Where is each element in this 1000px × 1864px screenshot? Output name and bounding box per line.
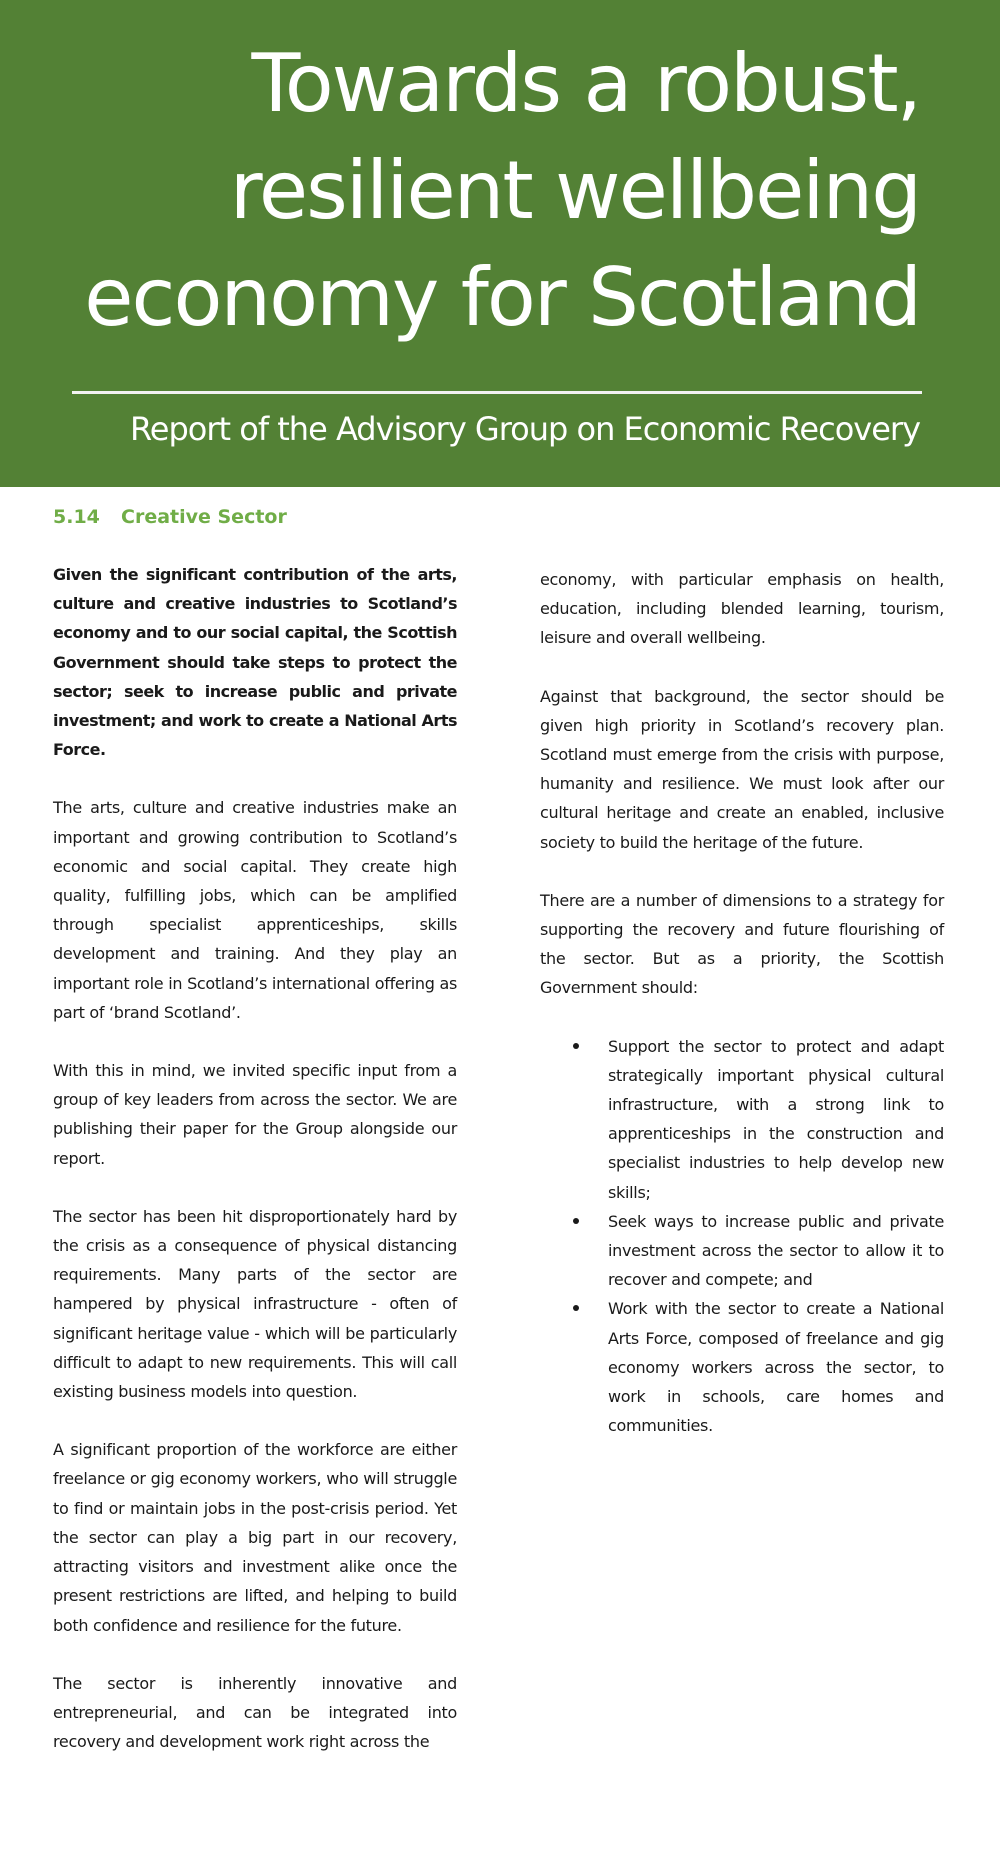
body-paragraph: The arts, culture and creative industries make an important and growing contribution to Scotland’s economic and social capital. They create high quality, fulfilling jobs, which can be amplified through specialist apprenticeships, skills development and training. And they play an important role in Scotland’s international offering as part of ‘brand Scotland’. xyxy=(53,798,457,1022)
section-number: 5.14 xyxy=(53,506,100,528)
section-heading xyxy=(53,506,287,528)
section-title: Creative Sector xyxy=(121,506,287,528)
title-line: Towards a robust, xyxy=(251,37,920,130)
right-column xyxy=(540,565,944,1440)
list-item xyxy=(540,1207,944,1295)
body-paragraph: With this in mind, we invited specific input from a group of key leaders from across the sector. We are publishing their paper for the Group alongside our report. xyxy=(53,1061,457,1168)
body-paragraph: Against that background, the sector should be given high priority in Scotland’s recovery plan. Scotland must emerge from the crisis with purpose, humanity and resilience. We must look after our cultural heritage and create an enabled, inclusive society to build the heritage of the future. xyxy=(540,686,944,852)
document-subtitle: Report of the Advisory Group on Economic Recovery xyxy=(129,410,920,448)
body-paragraph: The sector is inherently innovative and entrepreneurial, and can be integrated into recovery and development work right across the xyxy=(53,1673,457,1752)
title-divider xyxy=(72,391,922,394)
title-line: resilient wellbeing xyxy=(229,144,920,237)
list-item-text: Seek ways to increase public and private investment across the sector to allow it to recover and compete; and xyxy=(608,1211,944,1290)
left-column xyxy=(53,560,457,1785)
lead-paragraph: Given the significant contribution of the arts, culture and creative industries to Scotland’s economy and to our social capital, the Scottish Government should take steps to protect the sector; seek to increase public and private investment; and work to create a National Arts Force. xyxy=(53,565,457,760)
list-item xyxy=(540,1032,944,1207)
bullet-icon xyxy=(573,1305,579,1311)
body-paragraph: A significant proportion of the workforce are either freelance or gig economy workers, who will struggle to find or maintain jobs in the post-crisis period. Yet the sector can play a big part in our recovery, attracting visitors and investment alike once the present restrictions are lifted, and helping to build both confidence and resilience for the future. xyxy=(53,1440,457,1635)
bullet-icon xyxy=(573,1043,579,1049)
document-title xyxy=(20,30,920,351)
recommendation-list xyxy=(540,1032,944,1441)
body-paragraph: The sector has been hit disproportionately hard by the crisis as a consequence of physical distancing requirements. Many parts of the sector are hampered by physical infrastructure - often of significant heritage value - which will be particularly difficult to adapt to new requirements. This will call existing business models into question. xyxy=(53,1206,457,1402)
list-item xyxy=(540,1294,944,1440)
bullet-icon xyxy=(573,1218,579,1224)
body-paragraph: There are a number of dimensions to a strategy for supporting the recovery and future flourishing of the sector. But as a priority, the Scottish Government should: xyxy=(540,890,944,998)
list-item-text: Support the sector to protect and adapt strategically important physical cultural infrastructure, with a strong link to apprenticeships in the construction and specialist industries to help develop new skills; xyxy=(608,1036,944,1202)
list-item-text: Work with the sector to create a National Arts Force, composed of freelance and gig economy workers across the sector, to work in schools, care homes and communities. xyxy=(608,1299,944,1436)
title-banner xyxy=(0,0,1000,487)
title-line: economy for Scotland xyxy=(84,251,920,344)
body-paragraph: economy, with particular emphasis on health, education, including blended learning, tourism, leisure and overall wellbeing. xyxy=(540,570,944,648)
